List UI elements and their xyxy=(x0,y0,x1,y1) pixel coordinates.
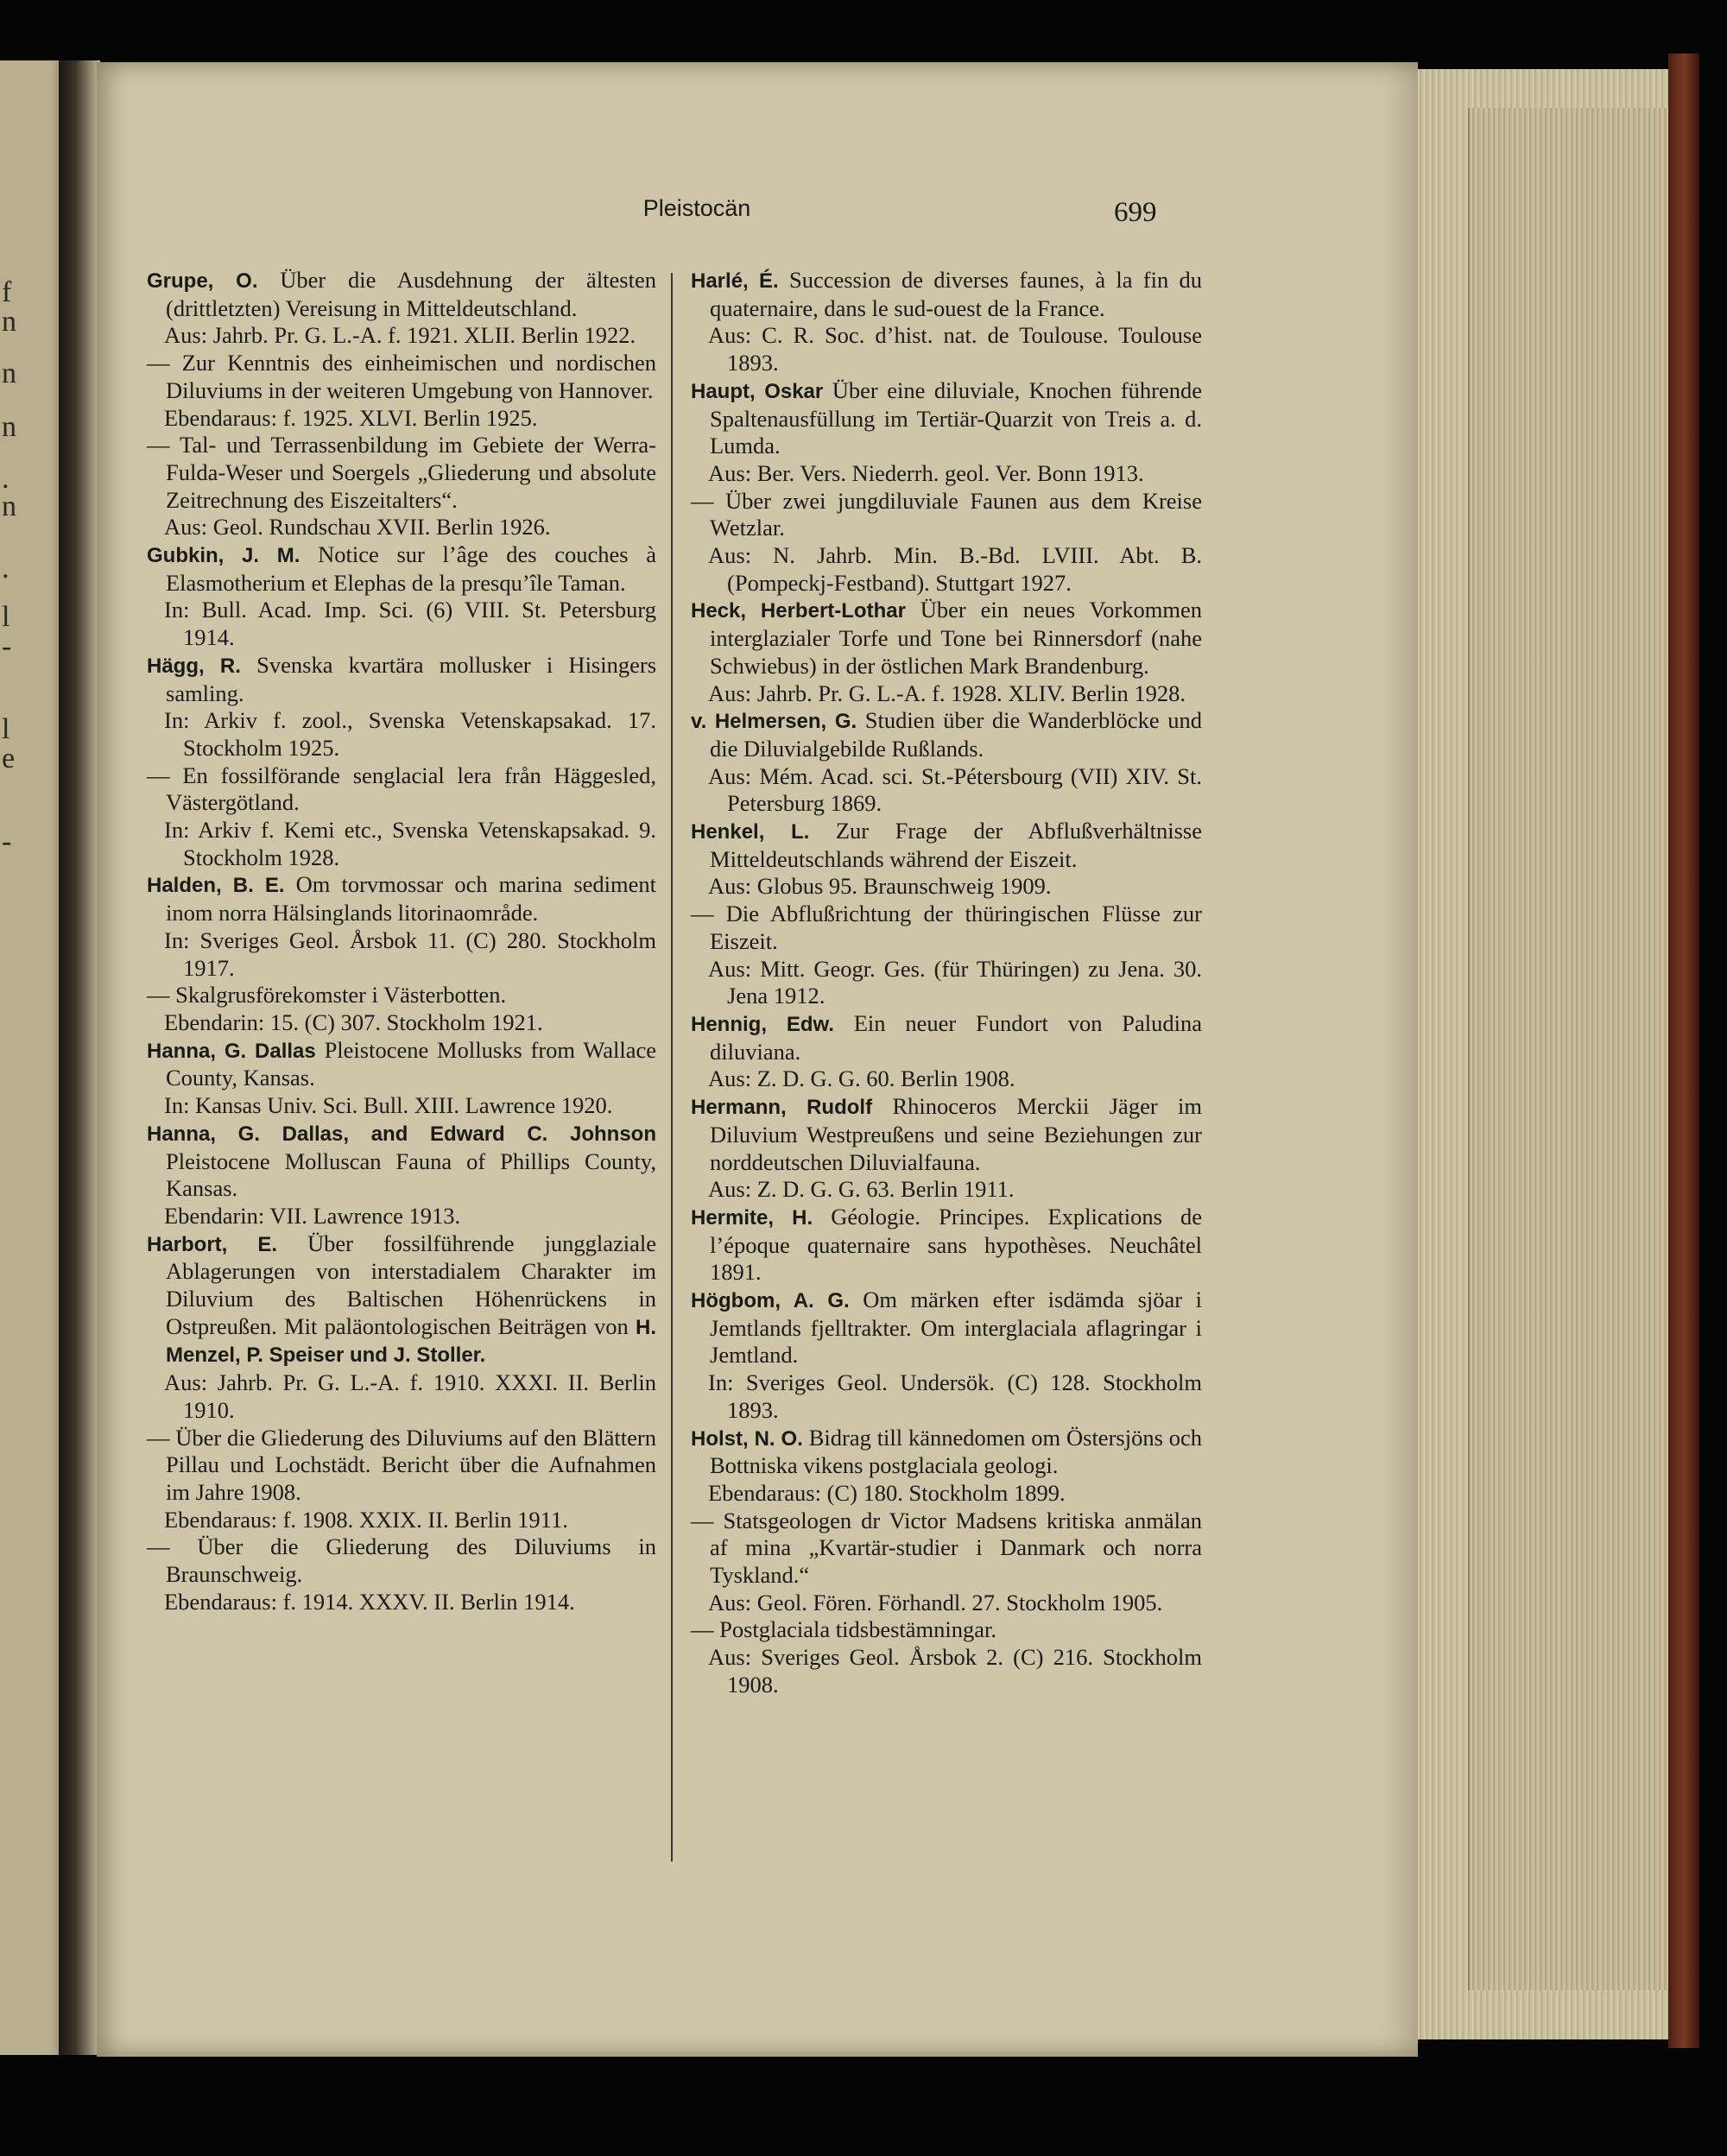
entry-title: Statsgeologen dr Victor Madsens kritiska anmälan af mina „Kvartär-studier i Danmark och norra Tyskland.“ xyxy=(710,1507,1203,1589)
entry-title: Pleistocene Mollusks from Wallace County, Kansas. xyxy=(166,1036,657,1091)
entry-title: Géologie. Principes. Explications de l’époque quaternaire sans hypothèses. Neuchâtel 1891. xyxy=(710,1203,1203,1286)
entry-source: Aus: Sveriges Geol. Årsbok 2. (C) 216. Stockholm 1908. xyxy=(708,1644,1202,1698)
entry-author: — xyxy=(147,1533,170,1560)
entry-author: Grupe, O. xyxy=(147,269,258,293)
bibliography-entry xyxy=(691,377,1202,488)
bibliography-entry xyxy=(147,1037,656,1120)
previous-page-fragment: f xyxy=(2,276,12,308)
bibliography-entry xyxy=(147,762,656,872)
bibliography-entry xyxy=(147,432,656,541)
previous-page-edge xyxy=(0,60,62,2055)
entry-source: Aus: Jahrb. Pr. G. L.-A. f. 1921. XLII. Berlin 1922. xyxy=(164,322,636,349)
entry-title: Pleistocene Molluscan Fauna of Phillips County, Kansas. xyxy=(166,1148,656,1202)
previous-page-fragment: l xyxy=(2,713,10,745)
bibliography-entry xyxy=(691,1204,1202,1287)
entry-source: Ebendaraus: f. 1908. XXIX. II. Berlin 1911. xyxy=(164,1506,568,1533)
entry-author: Henkel, L. xyxy=(691,820,810,844)
entry-title: Über die Gliederung des Diluviums auf den Blättern Pillau und Lochstädt. Bericht über die Aufnahmen im Jahre 1908. xyxy=(166,1424,656,1505)
bibliography-entry xyxy=(147,267,656,350)
entry-source: Aus: Mitt. Geogr. Ges. (für Thüringen) zu Jena. 30. Jena 1912. xyxy=(708,955,1202,1009)
bibliography-entry xyxy=(691,267,1202,377)
bibliography-entry xyxy=(147,1230,656,1425)
entry-author: — xyxy=(147,1424,170,1451)
entry-title: Über fossilführende jungglaziale Ablagerungen von interstadialem Charakter im Diluvium des Baltischen Höhenrückens in Ostpreußen. Mit paläontologischen Beiträgen von xyxy=(166,1230,657,1339)
bibliography-entry xyxy=(147,652,656,762)
entry-title: Succession de diverses faunes, à la fin du quaternaire, dans le sud-ouest de la France. xyxy=(710,267,1202,321)
previous-page-fragment: n xyxy=(2,411,16,443)
entry-author: — xyxy=(147,350,170,376)
entry-author: — xyxy=(147,982,170,1008)
bibliography-entry xyxy=(691,1287,1202,1425)
entry-author: Harlé, É. xyxy=(691,269,779,293)
entry-source: Aus: N. Jahrb. Min. B.-Bd. LVIII. Abt. B. (Pompeckj-Festband). Stuttgart 1927. xyxy=(708,542,1202,596)
bibliography-entry xyxy=(691,597,1202,707)
entry-source: In: Kansas Univ. Sci. Bull. XIII. Lawrence 1920. xyxy=(164,1092,613,1119)
entry-source: Aus: Geol. Fören. Förhandl. 27. Stockholm 1905. xyxy=(708,1589,1163,1615)
entry-source: Aus: Jahrb. Pr. G. L.-A. f. 1928. XLIV. Berlin 1928. xyxy=(708,680,1186,706)
entry-title: Svenska kvartära mollusker i Hisingers samling. xyxy=(166,651,657,706)
entry-title: Über die Gliederung des Diluviums in Braunschweig. xyxy=(166,1533,657,1588)
entry-author: — xyxy=(691,901,714,927)
entry-author: — xyxy=(691,487,714,514)
entry-source: In: Arkiv f. zool., Svenska Vetenskapsakad. 17. Stockholm 1925. xyxy=(164,707,656,761)
previous-page-fragment: - xyxy=(2,630,12,662)
entry-author: Högbom, A. G. xyxy=(691,1289,850,1313)
previous-page-fragment: e xyxy=(2,743,16,775)
running-head: Pleistocän xyxy=(642,195,751,221)
entry-author: — xyxy=(691,1616,714,1643)
entry-author: Halden, B. E. xyxy=(147,874,285,898)
bibliography-entry xyxy=(147,982,656,1036)
page-stack-edge xyxy=(1468,108,1673,1990)
entry-source: In: Sveriges Geol. Årsbok 11. (C) 280. Stockholm 1917. xyxy=(164,926,656,981)
entry-title: Postglaciala tidsbestämningar. xyxy=(719,1616,997,1643)
entry-title: Om märken efter isdämda sjöar i Jemtlands fjelltrakter. Om interglaciala aflagringar i Jemtland. xyxy=(710,1287,1203,1369)
column-divider xyxy=(671,273,673,1862)
entry-source: Aus: C. R. Soc. d’hist. nat. de Toulouse. Toulouse 1893. xyxy=(708,322,1202,376)
bibliography-entry xyxy=(147,1533,656,1615)
previous-page-fragment: n xyxy=(2,306,16,338)
previous-page-fragment: n xyxy=(2,490,16,522)
previous-page-fragment: . xyxy=(2,553,9,585)
bibliography-entry xyxy=(691,1508,1202,1617)
entry-author: Hermann, Rudolf xyxy=(691,1096,873,1120)
entry-title: En fossilförande senglacial lera från Häggesled, Västergötland. xyxy=(166,762,656,816)
entry-source: In: Arkiv f. Kemi etc., Svenska Vetenskapsakad. 9. Stockholm 1928. xyxy=(164,817,656,870)
bibliography-entry xyxy=(691,488,1202,597)
entry-source: Aus: Z. D. G. G. 63. Berlin 1911. xyxy=(708,1176,1015,1203)
entry-author: — xyxy=(691,1507,714,1533)
previous-page-fragment: . xyxy=(2,463,9,495)
page-number: 699 xyxy=(1114,197,1157,228)
previous-page-fragment: - xyxy=(2,825,12,857)
bibliography-entry xyxy=(147,1120,656,1230)
entry-title: Rhinoceros Merckii Jäger im Diluvium Westpreußens und seine Beziehungen zur norddeutschen Diluvialfauna. xyxy=(710,1093,1202,1175)
entry-title: Zur Kenntnis des einheimischen und nordischen Diluviums in der weiteren Umgebung von Hannover. xyxy=(166,350,657,403)
entry-author: Gubkin, J. M. xyxy=(147,544,300,568)
entry-title: Über eine diluviale, Knochen führende Spaltenausfüllung im Tertiär-Quarzit von Treis a. d. Lumda. xyxy=(710,376,1203,459)
entry-title: Über ein neues Vorkommen interglazialer Torfe und Tone bei Rinnersdorf (nahe Schwiebus) in der östlichen Mark Brandenburg. xyxy=(710,597,1202,679)
bibliography-entry xyxy=(691,1425,1202,1508)
bibliography-entry xyxy=(691,1010,1202,1093)
bibliography-entry xyxy=(147,1425,656,1534)
entry-author: — xyxy=(147,432,170,458)
entry-source: Ebendarin: 15. (C) 307. Stockholm 1921. xyxy=(164,1008,543,1035)
entry-title: Ein neuer Fundort von Paludina diluviana. xyxy=(710,1009,1202,1065)
entry-source: Ebendaraus: (C) 180. Stockholm 1899. xyxy=(708,1479,1066,1506)
bibliography-entry xyxy=(691,1616,1202,1698)
entry-title: Skalgrusförekomster i Västerbotten. xyxy=(175,982,507,1008)
entry-title: Om torvmossar och marina sediment inom norra Hälsinglands litorinaområde. xyxy=(166,871,656,926)
entry-title: Über die Ausdehnung der ältesten (drittletzten) Vereisung in Mitteldeutschland. xyxy=(166,267,656,321)
bibliography-entry xyxy=(147,541,656,652)
previous-page-fragment: n xyxy=(2,357,16,389)
entry-source: Aus: Z. D. G. G. 60. Berlin 1908. xyxy=(708,1065,1015,1092)
entry-author: Hägg, R. xyxy=(147,654,241,678)
entry-author: v. Helmersen, G. xyxy=(691,710,857,734)
entry-title: Die Abflußrichtung der thüringischen Flüsse zur Eiszeit. xyxy=(710,901,1202,954)
entry-author: — xyxy=(147,762,170,788)
entry-author: Hermite, H. xyxy=(691,1205,813,1230)
bibliography-entry xyxy=(691,1093,1202,1204)
bibliography-entry xyxy=(691,901,1202,1010)
entry-source: Ebendarin: VII. Lawrence 1913. xyxy=(164,1202,461,1229)
entry-title: Bidrag till kännedomen om Östersjöns och Bottniska vikens postglaciala geologi. xyxy=(710,1424,1203,1479)
right-column xyxy=(691,267,1202,1699)
book-spine-shadow xyxy=(59,60,100,2055)
entry-coauthors: H. Menzel, P. Speiser und J. Stoller. xyxy=(166,1315,657,1368)
entry-author: Hanna, G. Dallas xyxy=(147,1039,316,1063)
entry-author: Hennig, Edw. xyxy=(691,1012,834,1036)
bibliography-entry xyxy=(691,707,1202,818)
bibliography-entry xyxy=(691,818,1202,901)
previous-page-fragment: l xyxy=(2,601,10,633)
bibliography-entry xyxy=(147,350,656,432)
entry-source: Ebendaraus: f. 1914. XXXV. II. Berlin 1914. xyxy=(164,1588,575,1615)
entry-source: Aus: Mém. Acad. sci. St.-Pétersbourg (VII) XIV. St. Petersburg 1869. xyxy=(708,762,1202,817)
entry-source: Ebendaraus: f. 1925. XLVI. Berlin 1925. xyxy=(164,404,538,431)
entry-source: Aus: Geol. Rundschau XVII. Berlin 1926. xyxy=(164,514,551,541)
left-column xyxy=(147,267,656,1615)
book-cover-edge xyxy=(1668,54,1699,2048)
entry-title: Über zwei jungdiluviale Faunen aus dem Kreise Wetzlar. xyxy=(710,487,1202,541)
entry-title: Studien über die Wanderblöcke und die Diluvialgebilde Rußlands. xyxy=(710,707,1202,762)
entry-source: Aus: Ber. Vers. Niederrh. geol. Ver. Bonn 1913. xyxy=(708,459,1144,486)
entry-author: Harbort, E. xyxy=(147,1232,278,1256)
entry-source: In: Bull. Acad. Imp. Sci. (6) VIII. St. Petersburg 1914. xyxy=(164,597,656,651)
entry-title: Zur Frage der Abflußverhältnisse Mitteldeutschlands während der Eiszeit. xyxy=(710,818,1203,872)
entry-author: Hanna, G. Dallas, and Edward C. Johnson xyxy=(147,1122,656,1146)
entry-author: Holst, N. O. xyxy=(691,1426,803,1451)
entry-title: Notice sur l’âge des couches à Elasmotherium et Elephas de la presqu’île Taman. xyxy=(166,541,657,596)
entry-source: Aus: Jahrb. Pr. G. L.-A. f. 1910. XXXI. II. Berlin 1910. xyxy=(164,1369,656,1423)
entry-author: Heck, Herbert-Lothar xyxy=(691,599,906,623)
entry-author: Haupt, Oskar xyxy=(691,379,824,403)
entry-title: Tal- und Terrassenbildung im Gebiete der Werra-Fulda-Weser und Soergels „Gliederung und absolute Zeitrechnung des Eiszeitalters“. xyxy=(166,432,656,513)
bibliography-entry xyxy=(147,871,656,982)
entry-source: Aus: Globus 95. Braunschweig 1909. xyxy=(708,873,1052,900)
entry-source: In: Sveriges Geol. Undersök. (C) 128. Stockholm 1893. xyxy=(708,1369,1202,1423)
